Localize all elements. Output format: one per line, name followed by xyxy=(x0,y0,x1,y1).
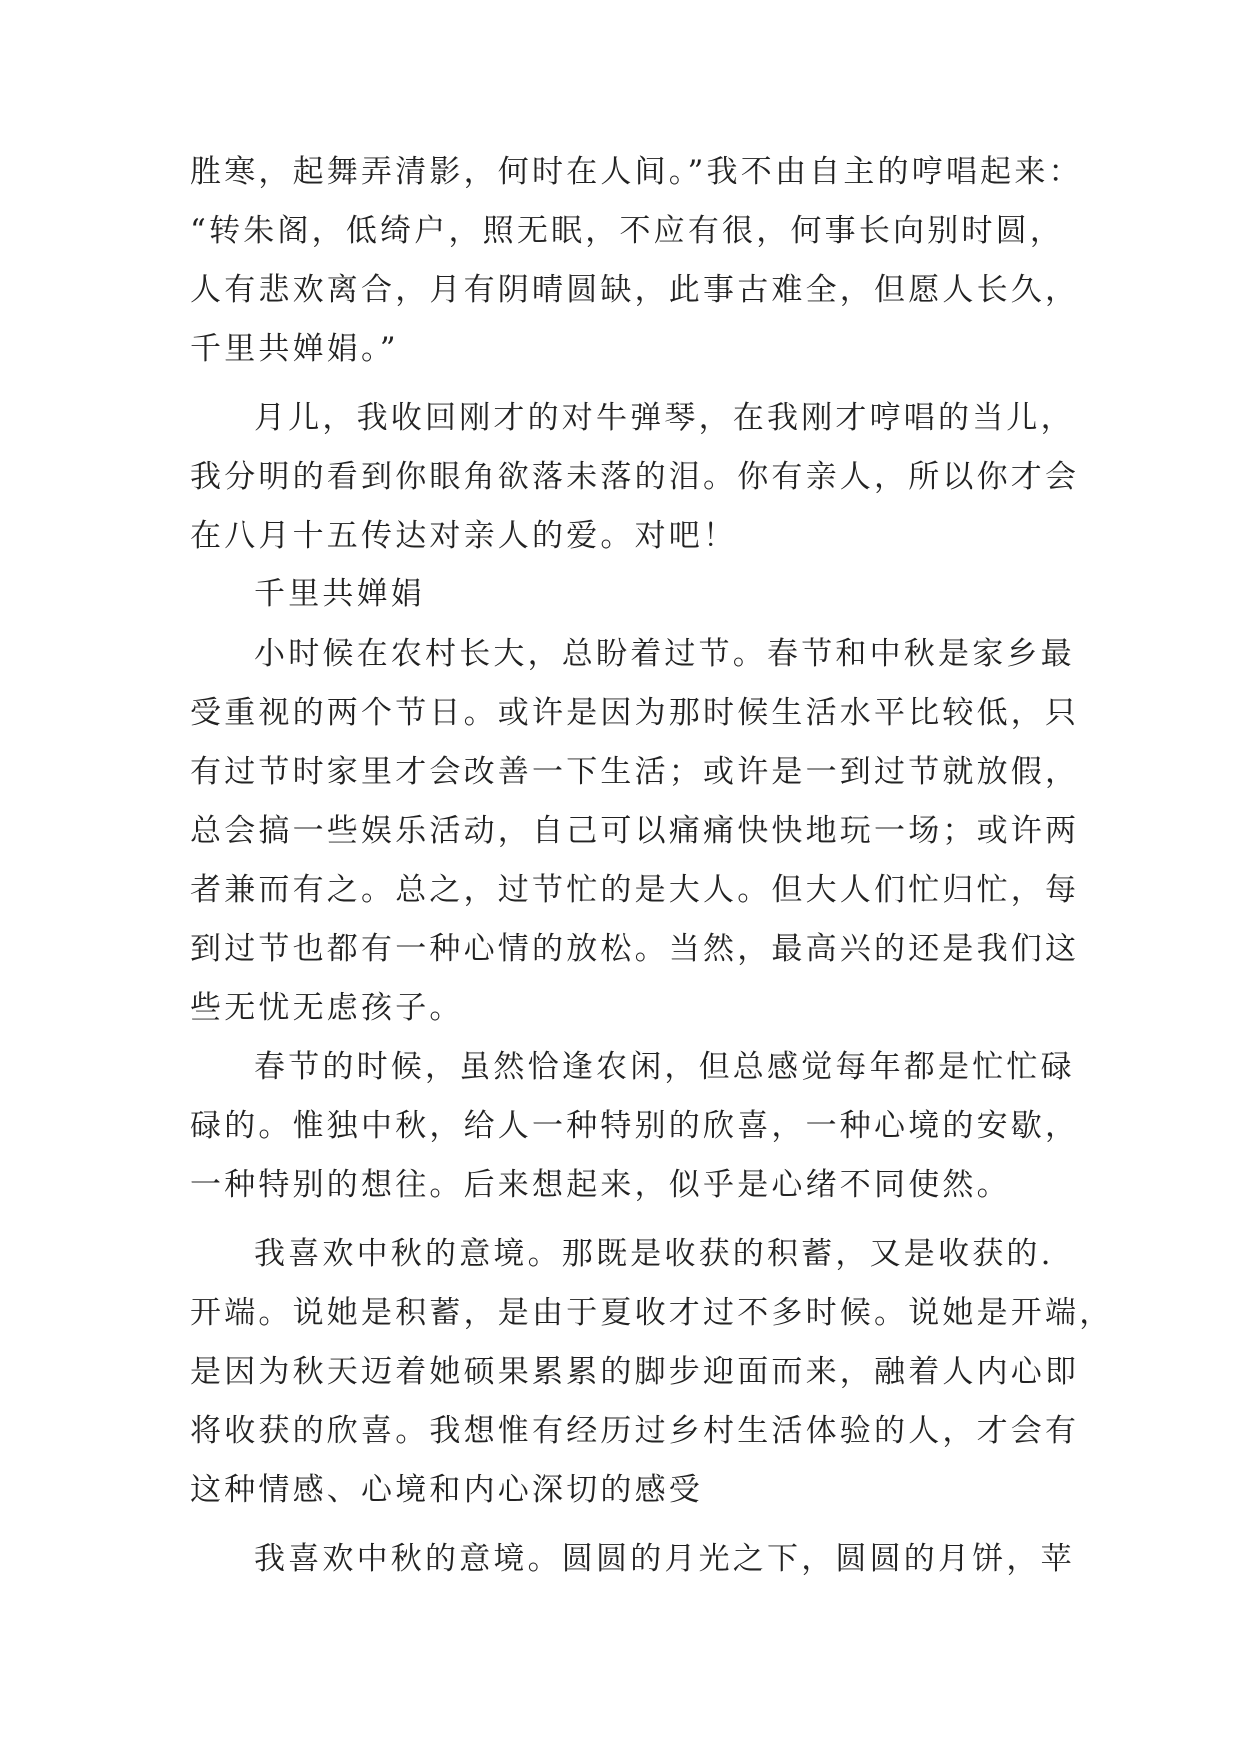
text-line: 将收获的欣喜。我想惟有经历过乡村生活体验的人，才会有 xyxy=(190,1413,1080,1449)
text-line: 些无忧无虑孩子。 xyxy=(190,990,464,1026)
text-line: 月儿，我收回刚才的对牛弹琴，在我刚才哼唱的当儿， xyxy=(254,400,1075,436)
text-line: 受重视的两个节日。或许是因为那时候生活水平比较低，只 xyxy=(190,695,1080,731)
text-line: 春节的时候，虽然恰逢农闲，但总感觉每年都是忙忙碌 xyxy=(254,1049,1075,1085)
text-line: 者兼而有之。总之，过节忙的是大人。但大人们忙归忙，每 xyxy=(190,872,1080,908)
text-line: 人有悲欢离合，月有阴晴圆缺，此事古难全，但愿人长久， xyxy=(190,272,1080,308)
text-line: 胜寒，起舞弄清影，何时在人间。”我不由自主的哼唱起来： xyxy=(190,154,1083,190)
text-line: 千里共婵娟。” xyxy=(190,331,399,367)
section-heading: 千里共婵娟 xyxy=(254,576,425,612)
text-line: 有过节时家里才会改善一下生活；或许是一到过节就放假， xyxy=(190,754,1080,790)
text-line: 我喜欢中秋的意境。那既是收获的积蓄，又是收获的. xyxy=(254,1236,1054,1272)
text-line: 在八月十五传达对亲人的爱。对吧！ xyxy=(190,518,738,554)
text-line: 到过节也都有一种心情的放松。当然，最高兴的还是我们这 xyxy=(190,931,1080,967)
text-line: “转朱阁，低绮户，照无眠，不应有很，何事长向别时圆， xyxy=(190,213,1065,249)
text-line: 我喜欢中秋的意境。圆圆的月光之下，圆圆的月饼，苹 xyxy=(254,1541,1075,1577)
text-line: 是因为秋天迈着她硕果累累的脚步迎面而来，融着人内心即 xyxy=(190,1354,1080,1390)
text-line: 碌的。惟独中秋，给人一种特别的欣喜，一种心境的安歇， xyxy=(190,1108,1080,1144)
text-line: 一种特别的想往。后来想起来，似乎是心绪不同使然。 xyxy=(190,1167,1011,1203)
text-line: 我分明的看到你眼角欲落未落的泪。你有亲人，所以你才会 xyxy=(190,459,1080,495)
text-line: 这种情感、心境和内心深切的感受 xyxy=(190,1472,703,1508)
text-line: 总会搞一些娱乐活动，自己可以痛痛快快地玩一场；或许两 xyxy=(190,813,1080,849)
text-line: 开端。说她是积蓄，是由于夏收才过不多时候。说她是开端， xyxy=(190,1295,1114,1331)
text-line: 小时候在农村长大，总盼着过节。春节和中秋是家乡最 xyxy=(254,636,1075,672)
